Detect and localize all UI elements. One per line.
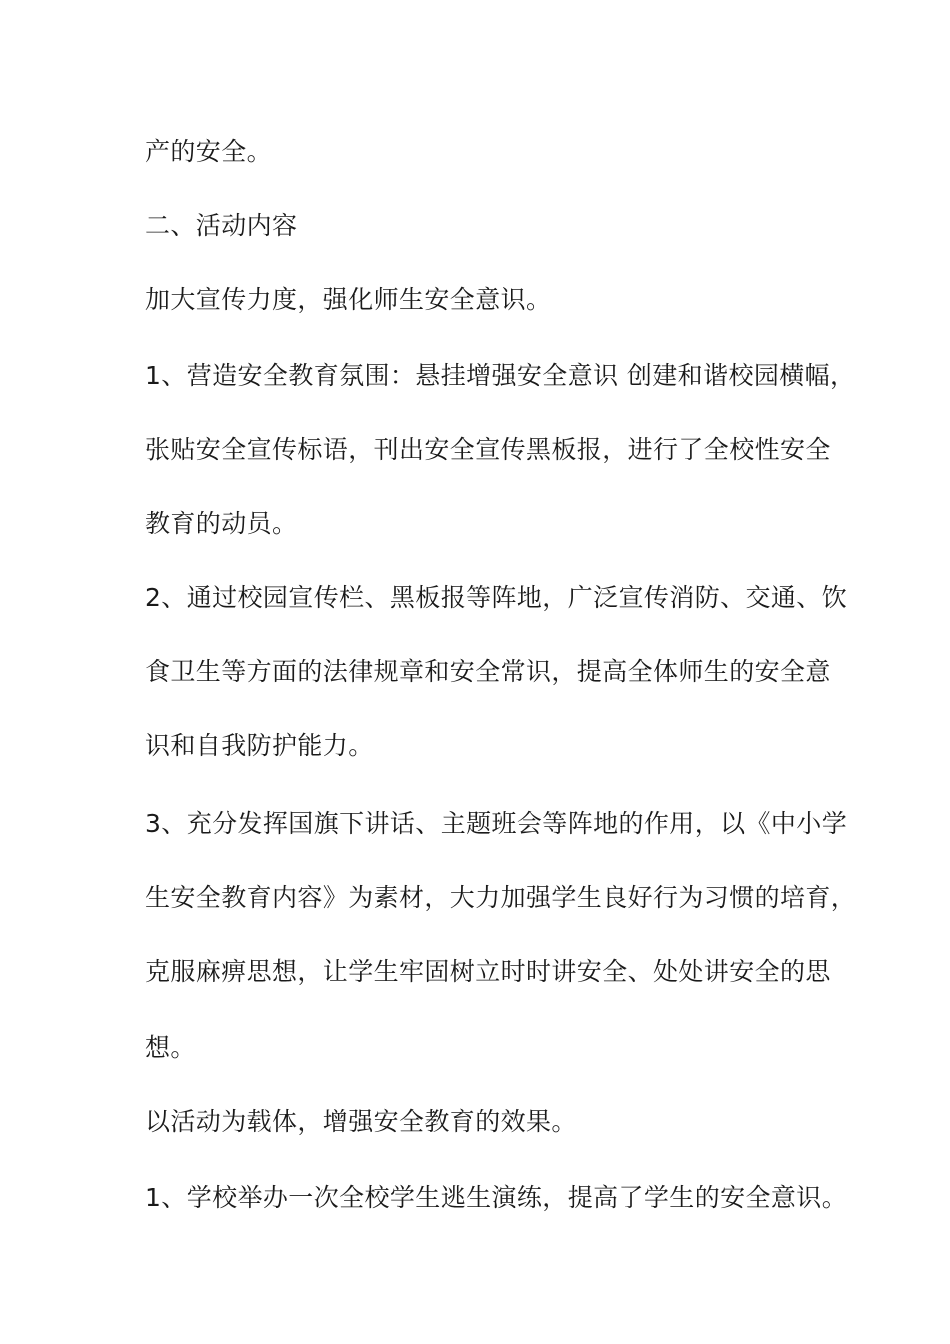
section-heading: 二、活动内容 — [145, 211, 298, 240]
text-line: 食卫生等方面的法律规章和安全常识，提高全体师生的安全意 — [145, 657, 831, 686]
text-line: 产的安全。 — [145, 137, 273, 166]
text-line: 加大宣传力度，强化师生安全意识。 — [145, 285, 552, 314]
text-line: 3、充分发挥国旗下讲话、主题班会等阵地的作用，以《中小学 — [145, 809, 848, 838]
text-line: 2、通过校园宣传栏、黑板报等阵地，广泛宣传消防、交通、饮 — [145, 583, 848, 612]
text-line: 生安全教育内容》为素材，大力加强学生良好行为习惯的培育， — [145, 883, 857, 912]
text-line: 克服麻痹思想，让学生牢固树立时时讲安全、处处讲安全的思 — [145, 957, 831, 986]
text-line: 张贴安全宣传标语，刊出安全宣传黑板报，进行了全校性安全 — [145, 435, 831, 464]
text-line: 1、学校举办一次全校学生逃生演练，提高了学生的安全意识。 — [145, 1183, 848, 1212]
text-line: 教育的动员。 — [145, 509, 298, 538]
text-line: 以活动为载体，增强安全教育的效果。 — [145, 1107, 577, 1136]
text-line: 识和自我防护能力。 — [145, 731, 374, 760]
text-line: 1、营造安全教育氛围：悬挂增强安全意识 创建和谐校园横幅， — [145, 361, 856, 390]
text-line: 想。 — [145, 1033, 196, 1062]
